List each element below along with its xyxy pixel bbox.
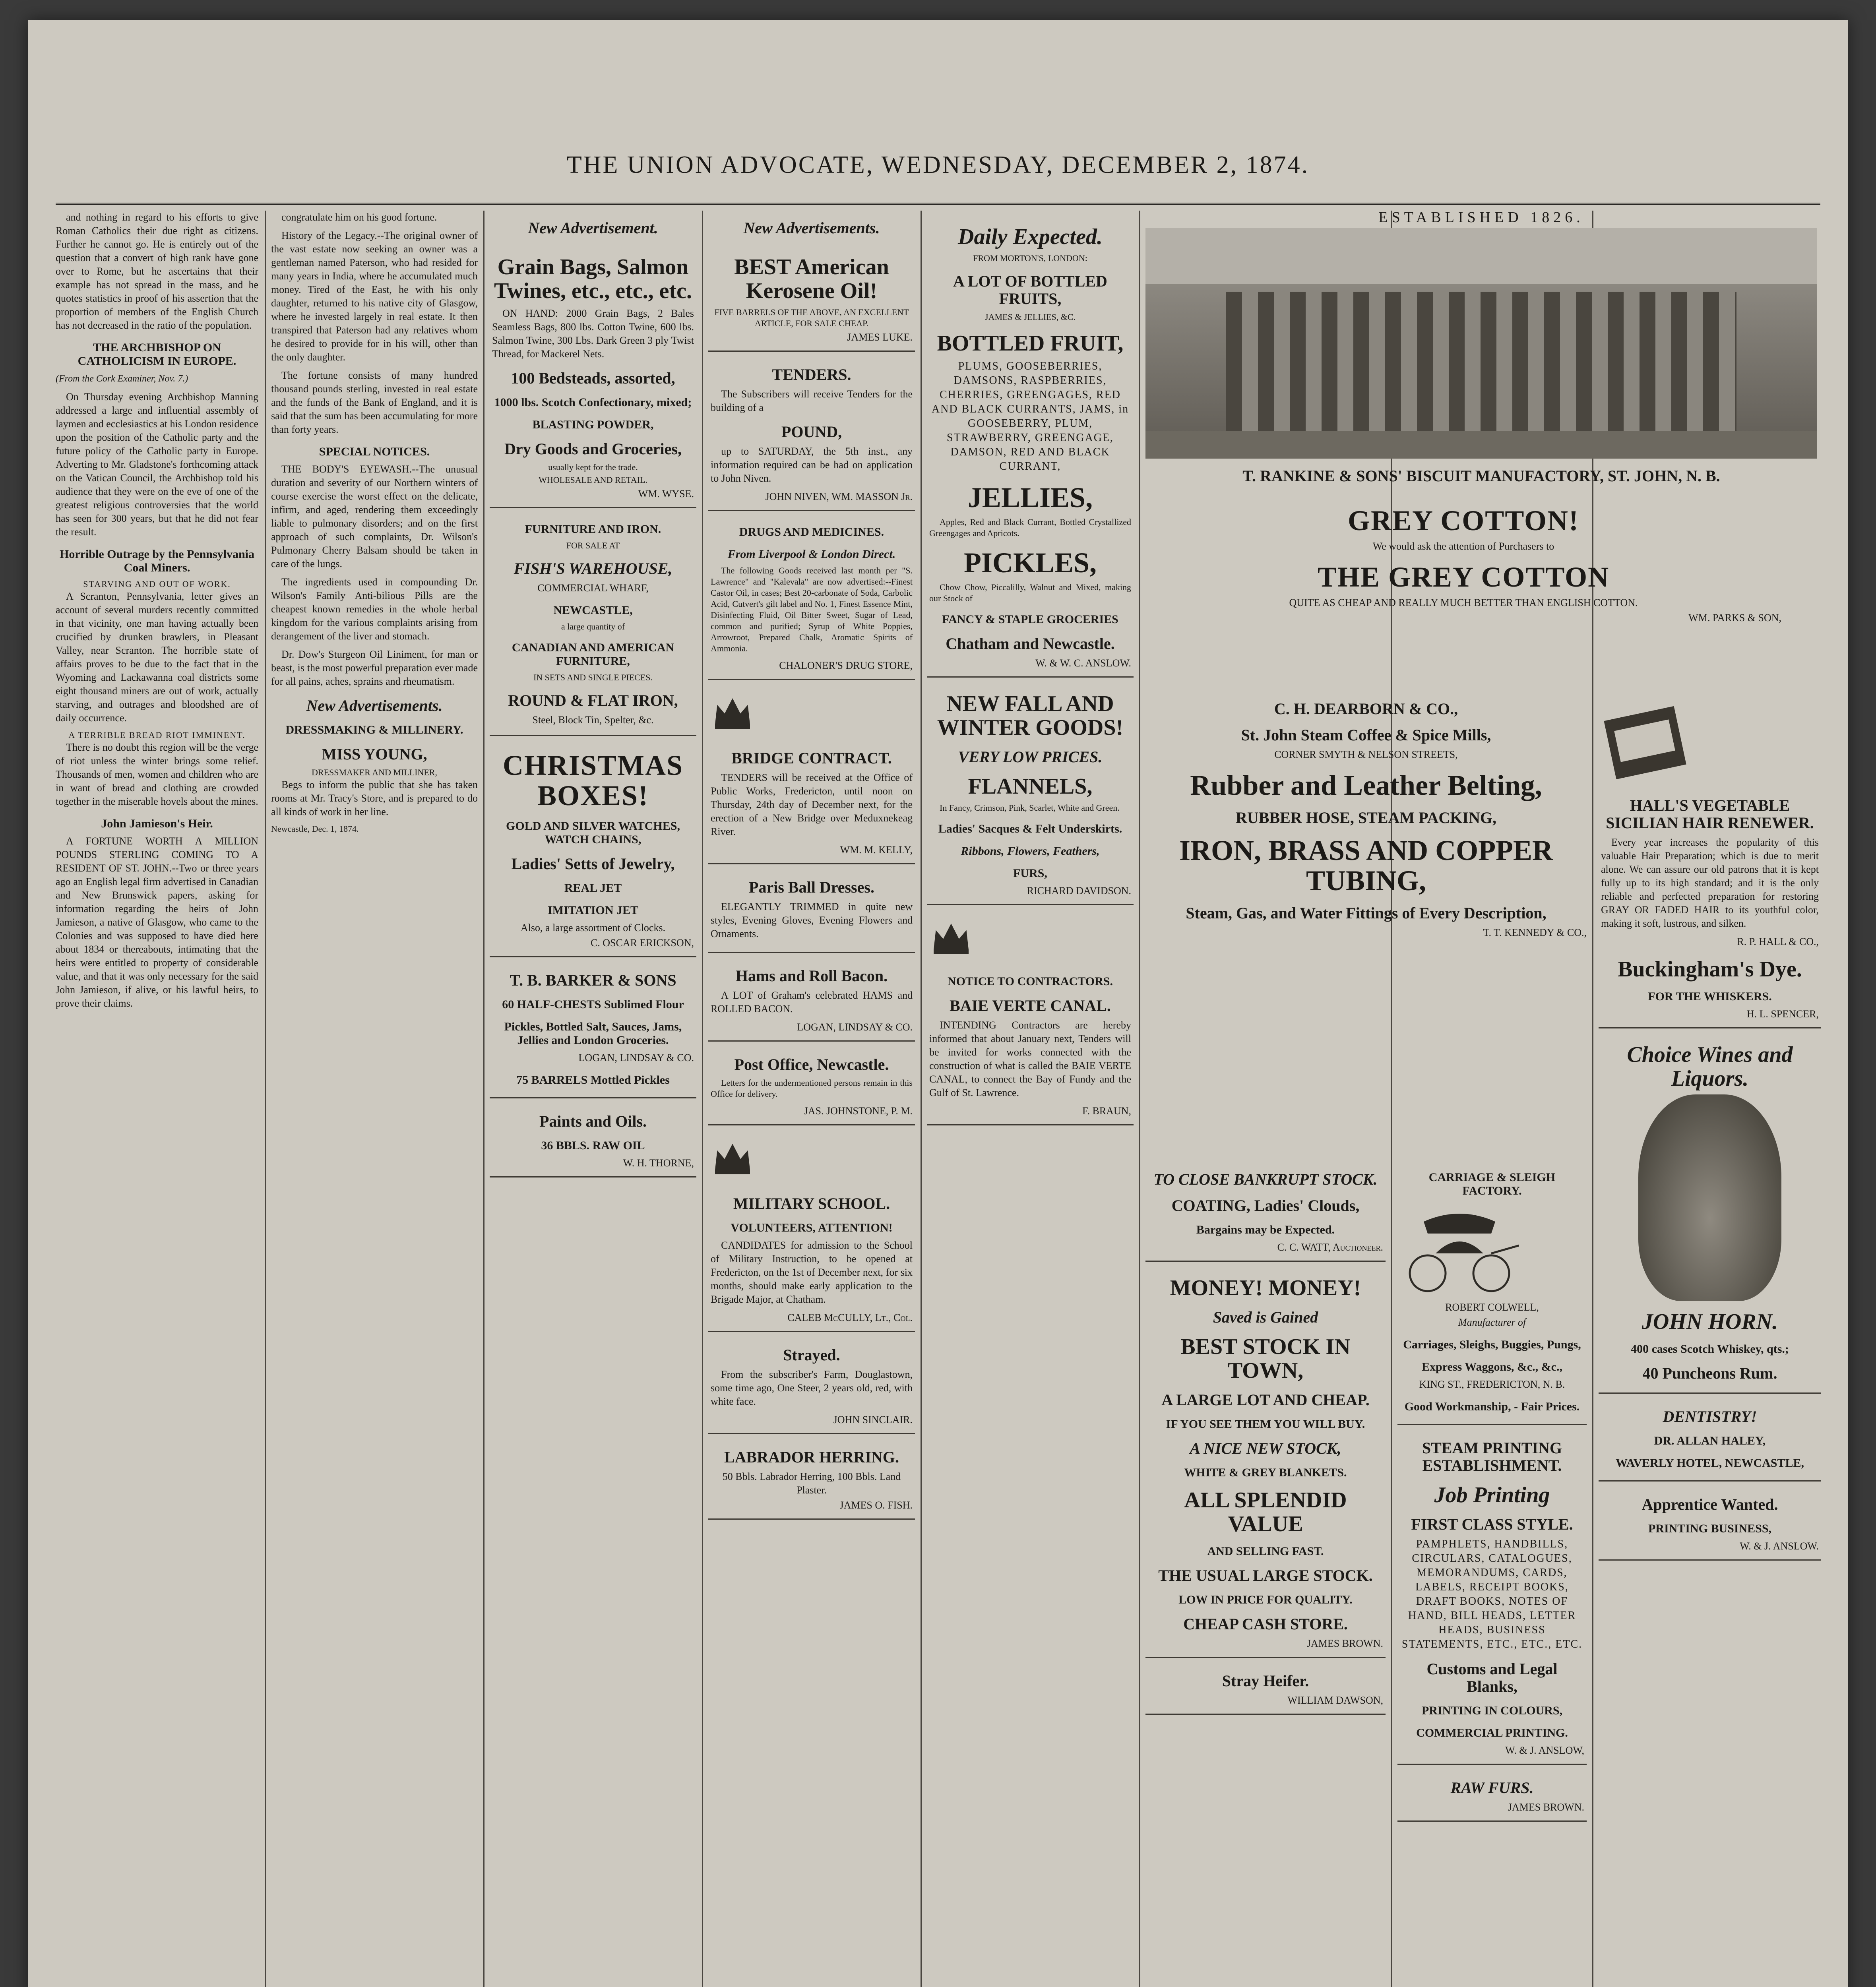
ad-heading: POUND,	[781, 423, 842, 441]
ad-heading: Daily Expected.	[958, 225, 1103, 249]
ad-heading: Grain Bags, Salmon Twines, etc., etc., etc.	[494, 255, 692, 303]
ad-dearborn-kennedy	[1145, 691, 1587, 1148]
ad-herring	[708, 1434, 915, 1520]
ad-line: a large quantity of	[561, 622, 625, 631]
engraving-sky	[1145, 228, 1817, 284]
ad-signature: T. T. KENNEDY & CO.,	[1483, 927, 1587, 938]
ad-hams	[708, 953, 915, 1042]
article-heading: John Jamieson's Heir.	[101, 817, 213, 830]
ad-strayed	[708, 1332, 915, 1434]
ad-heading: THE USUAL LARGE STOCK.	[1158, 1567, 1373, 1584]
ad-heading: Paris Ball Dresses.	[749, 878, 874, 896]
ad-barker	[490, 957, 696, 1098]
ad-heading: HALL'S VEGETABLE SICILIAN HAIR RENEWER.	[1606, 796, 1814, 832]
ad-heading: Job Printing	[1434, 1483, 1550, 1507]
ad-heading: A LOT OF BOTTLED FRUITS,	[953, 272, 1107, 308]
ad-heading: BAIE VERTE CANAL.	[950, 997, 1111, 1015]
article-subheading: A TERRIBLE BREAD RIOT IMMINENT.	[68, 730, 246, 740]
ad-heading: IRON, BRASS AND COPPER TUBING,	[1179, 835, 1553, 897]
ad-heading: GOLD AND SILVER WATCHES, WATCH CHAINS,	[506, 819, 680, 846]
column-rule	[265, 211, 266, 1987]
ad-paris-dresses	[708, 864, 915, 953]
masthead: THE UNION ADVOCATE, WEDNESDAY, DECEMBER 2, 1874.	[566, 151, 1310, 178]
ad-heading: IMITATION JET	[547, 904, 639, 917]
ad-heading: Customs and Legal Blanks,	[1426, 1660, 1558, 1695]
ad-heading: IF YOU SEE THEM YOU WILL BUY.	[1166, 1418, 1365, 1431]
ad-heading: LOW IN PRICE FOR QUALITY.	[1178, 1593, 1353, 1606]
ad-money	[1145, 1262, 1386, 1658]
ad-line: FROM MORTON'S, LONDON:	[973, 253, 1087, 263]
ad-heading: Stray Heifer.	[1222, 1672, 1309, 1690]
ad-heading: Express Waggons, &c., &c.,	[1422, 1360, 1562, 1373]
ad-heading: FLANNELS,	[968, 774, 1093, 799]
ad-heading: Pickles, Bottled Salt, Sauces, Jams, Jellies and London Groceries.	[504, 1020, 682, 1047]
ad-heading: FOR THE WHISKERS.	[1648, 990, 1772, 1003]
ad-stray-heifer	[1145, 1658, 1386, 1715]
ad-heading: BLASTING POWDER,	[532, 418, 654, 431]
section-heading: New Advertisements.	[306, 697, 443, 715]
ad-heading: Bargains may be Expected.	[1196, 1223, 1335, 1236]
ad-heading: NEW FALL AND WINTER GOODS!	[937, 691, 1124, 740]
ad-heading: DRUGS AND MEDICINES.	[739, 525, 884, 538]
ad-wines	[1599, 1028, 1821, 1394]
ad-heading: COMMERCIAL PRINTING.	[1416, 1726, 1568, 1739]
article-text: A FORTUNE WORTH A MILLION POUNDS STERLING COMING TO A RESIDENT OF ST. JOHN.--Two or three years ago an English legal firm advertised in Canadian and New Brunswick papers, asking for information regarding the heirs of John Jamieson, a native of Glasgow, who came to the Colonies and was supposed to have died here about 1834 or thereabouts, intimating that the heirs were entitled to property of considerable value, and that it was only necessary for the said John Jamieson, if alive, or his lawful heirs, to prove their claims.	[56, 835, 258, 1009]
ad-heading: FANCY & STAPLE GROCERIES	[942, 613, 1118, 626]
ad-signature: W. & J. ANSLOW,	[1505, 1745, 1584, 1756]
ad-signature: W. & W. C. ANSLOW.	[1035, 657, 1131, 669]
column-1	[56, 211, 258, 1987]
ad-heading: 75 BARRELS Mottled Pickles	[516, 1073, 670, 1086]
ad-heading: TO CLOSE BANKRUPT STOCK.	[1153, 1170, 1378, 1188]
ad-heading: FURS,	[1013, 867, 1047, 880]
ad-heading: BOTTLED FRUIT,	[937, 331, 1124, 356]
ad-text: From the subscriber's Farm, Douglastown, some time ago, One Steer, 2 years old, red, with white face.	[711, 1369, 913, 1407]
article-subheading: STARVING AND OUT OF WORK.	[83, 579, 231, 589]
ad-kerosene	[708, 241, 915, 352]
crown-icon	[929, 915, 973, 959]
ad-text: A LOT of Graham's celebrated HAMS and ROLLED BACON.	[711, 990, 913, 1015]
ad-line: KING ST., FREDERICTON, N. B.	[1419, 1379, 1565, 1390]
ad-christmas	[490, 736, 696, 957]
ad-heading: JOHN HORN.	[1642, 1309, 1778, 1334]
ad-signature: H. L. SPENCER,	[1746, 1008, 1819, 1020]
fruit-list: PLUMS, GOOSEBERRIES, DAMSONS, RASPBERRIES, CHERRIES, GREENGAGES, RED AND BLACK CURRANTS, JAMS, in GOOSEBERRY, PLUM, STRAWBERRY, GREENGAGE, DAMSON, RED AND BLACK CURRANT,	[931, 360, 1129, 473]
ad-line: QUITE AS CHEAP AND REALLY MUCH BETTER THAN ENGLISH COTTON.	[1289, 597, 1638, 608]
ad-heading: FURNITURE AND IRON.	[525, 523, 661, 536]
ad-heading: MILITARY SCHOOL.	[733, 1195, 890, 1212]
ad-line: JAMES & JELLIES, &C.	[985, 312, 1076, 322]
ad-subheading: DRESSMAKER AND MILLINER,	[312, 767, 437, 777]
article-heading: Horrible Outrage by the Pennsylvania Coal Miners.	[60, 548, 254, 574]
ad-signature: CALEB McCULLY, Lt., Col.	[787, 1312, 913, 1323]
column-7	[1397, 1156, 1587, 1987]
ad-line: Steel, Block Tin, Spelter, &c.	[532, 714, 654, 726]
ad-line: We would ask the attention of Purchasers to	[1372, 540, 1554, 552]
ad-grain-bags	[490, 241, 696, 508]
ad-heading: DR. ALLAN HALEY,	[1654, 1434, 1766, 1447]
ad-apprentice	[1599, 1482, 1821, 1561]
ad-signature: WM. PARKS & SON,	[1688, 612, 1781, 624]
ad-heading: 40 Puncheons Rum.	[1642, 1364, 1777, 1382]
ad-line: Manufacturer of	[1458, 1317, 1526, 1328]
ad-heading: MONEY! MONEY!	[1170, 1276, 1361, 1300]
ad-heading: DRESSMAKING & MILLINERY.	[285, 723, 463, 736]
ad-signature: WILLIAM DAWSON,	[1287, 1695, 1383, 1706]
ad-line: WHOLESALE AND RETAIL.	[539, 475, 647, 485]
ad-line: Also, a large assortment of Clocks.	[520, 922, 666, 933]
ad-heading: NEWCASTLE,	[553, 604, 633, 617]
ad-drugs	[708, 511, 915, 680]
ad-printing	[1397, 1425, 1587, 1765]
ad-heading: 36 BBLS. RAW OIL	[541, 1139, 645, 1152]
ad-heading: TENDERS.	[772, 366, 851, 383]
ad-raw-furs	[1397, 1765, 1587, 1822]
column-3	[490, 211, 696, 1987]
ad-heading: Steam, Gas, and Water Fittings of Every Description,	[1186, 904, 1547, 922]
ad-line: 50 Bbls. Labrador Herring, 100 Bbls. Land Plaster.	[722, 1471, 901, 1496]
column-6	[1145, 1156, 1386, 1987]
ad-date: Newcastle, Dec. 1, 1874.	[271, 824, 359, 834]
ad-heading: Chatham and Newcastle.	[946, 635, 1115, 653]
ad-furniture	[490, 508, 696, 736]
ad-heading: 1000 lbs. Scotch Confectionary, mixed;	[494, 396, 692, 409]
ad-heading: C. H. DEARBORN & CO.,	[1274, 700, 1458, 718]
ad-heading: Post Office, Newcastle.	[734, 1055, 889, 1073]
crown-icon	[711, 689, 754, 733]
printing-list: PAMPHLETS, HANDBILLS, CIRCULARS, CATALOGUES, MEMORANDUMS, CARDS, LABELS, RECEIPT BOOKS, DRAFT BOOKS, NOTES OF HAND, BILL HEADS, LETTER HEADS, BUSINESS STATEMENTS, ETC., ETC., ETC.	[1401, 1538, 1583, 1650]
ad-text: CANDIDATES for admission to the School of Military Instruction, to be opened at Fredericton, on the 1st of December next, for six months, should make early application to the Brigade Major, at Chatham.	[711, 1239, 913, 1305]
ad-text: TENDERS will be received at the Office of Public Works, Fredericton, until noon on Thursday, 24th day of December next, for the erection of a New Bridge over Meduxnekeag River.	[711, 772, 913, 837]
factory-engraving	[1145, 228, 1817, 459]
ad-heading: WHITE & GREY BLANKETS.	[1184, 1466, 1347, 1479]
ad-heading: BEST American Kerosene Oil!	[734, 255, 889, 303]
masthead-rule	[56, 203, 1820, 205]
ad-heading: BEST STOCK IN TOWN,	[1180, 1334, 1351, 1383]
ad-signature: LOGAN, LINDSAY & CO.	[797, 1021, 913, 1033]
factory-building-image	[1226, 292, 1736, 431]
ad-tenders	[708, 352, 915, 511]
newspaper-page	[28, 20, 1848, 1987]
ad-text: Every year increases the popularity of this valuable Hair Preparation; which is due to merit alone. We can assure our old patrons that it is kept fully up to its high standard; and it is the only reliable and perfected preparation for restoring GRAY OR FADED HAIR to its youthful color, making it soft, lustrous, and silken.	[1601, 837, 1819, 929]
ad-heading: BRIDGE CONTRACT.	[731, 749, 892, 767]
ad-signature: C. C. WATT, Auctioneer.	[1277, 1241, 1383, 1253]
ad-heading: 60 HALF-CHESTS Sublimed Flour	[502, 998, 684, 1011]
section-heading: New Advertisement.	[528, 219, 658, 237]
decanter-image	[1638, 1094, 1781, 1301]
ad-heading: PICKLES,	[963, 547, 1097, 579]
ad-heading: ALL SPLENDID VALUE	[1184, 1488, 1347, 1536]
ad-heading: T. B. BARKER & SONS	[510, 971, 676, 989]
ad-signature: JAMES BROWN.	[1508, 1801, 1584, 1813]
ad-heading: Ladies' Sacques & Felt Underskirts.	[938, 822, 1122, 835]
article-text: Dr. Dow's Sturgeon Oil Liniment, for man or beast, is the most powerful preparation ever made for all pains, aches, sprains and rheumatism.	[271, 649, 478, 687]
bottle-icon	[1601, 701, 1688, 780]
ad-heading: PRINTING BUSINESS,	[1648, 1522, 1772, 1535]
ad-heading: Buckingham's Dye.	[1618, 957, 1802, 982]
ad-heading: A LARGE LOT AND CHEAP.	[1161, 1391, 1370, 1409]
ad-text: Begs to inform the public that she has taken rooms at Mr. Tracy's Store, and is prepared to do all kinds of work in her line.	[271, 779, 478, 817]
ad-signature: JAMES O. FISH.	[839, 1499, 913, 1511]
ad-signature: F. BRAUN,	[1082, 1105, 1131, 1117]
ad-heading: CHRISTMAS BOXES!	[502, 749, 684, 811]
ad-heading: Apprentice Wanted.	[1642, 1495, 1778, 1513]
ad-signature: C. OSCAR ERICKSON,	[590, 937, 694, 949]
ad-heading: 100 Bedsteads, assorted,	[511, 369, 675, 387]
ad-signature: RICHARD DAVIDSON.	[1027, 885, 1131, 897]
ad-bottled-fruits	[927, 211, 1134, 678]
column-rule	[1139, 211, 1140, 1987]
ad-canal	[927, 905, 1134, 1125]
ad-heading: FIRST CLASS STYLE.	[1411, 1515, 1573, 1533]
ad-signature: JAMES BROWN.	[1306, 1638, 1383, 1649]
ad-winter-goods	[927, 678, 1134, 905]
ad-line: IN SETS AND SINGLE PIECES.	[533, 672, 653, 682]
ad-heading: LABRADOR HERRING.	[724, 1448, 899, 1466]
ad-heading: A NICE NEW STOCK,	[1190, 1439, 1341, 1457]
article-text: congratulate him on his good fortune.	[281, 211, 437, 223]
column-2	[271, 211, 478, 1987]
factory-caption: T. RANKINE & SONS' BISCUIT MANUFACTORY, ST. JOHN, N. B.	[1242, 467, 1720, 485]
ad-bankrupt	[1145, 1156, 1386, 1262]
ad-heading: REAL JET	[564, 881, 622, 895]
ad-heading: NOTICE TO CONTRACTORS.	[948, 975, 1113, 988]
ad-heading: Rubber and Leather Belting,	[1190, 769, 1542, 801]
ad-signature: JAS. JOHNSTONE, P. M.	[804, 1105, 913, 1117]
ad-military-school	[708, 1125, 915, 1332]
crown-icon	[711, 1135, 754, 1179]
ad-hair-renewer	[1599, 691, 1821, 1028]
ad-heading: CHEAP CASH STORE.	[1183, 1615, 1348, 1633]
ad-grey-cotton	[1145, 497, 1781, 684]
ad-heading: PRINTING IN COLOURS,	[1421, 1704, 1563, 1717]
ad-text: The Subscribers will receive Tenders for the building of a	[711, 388, 913, 413]
ad-heading: Ribbons, Flowers, Feathers,	[961, 844, 1100, 858]
ad-heading: CANADIAN AND AMERICAN FURNITURE,	[512, 641, 674, 668]
ad-heading: DENTISTRY!	[1663, 1408, 1757, 1425]
article-text: The ingredients used in compounding Dr. Wilson's Family Anti-bilious Pills are the cheapest known remedies in the whole herbal kingdom for the various complaints arising from derangement of the liver and stomach.	[271, 576, 478, 642]
ad-line: FIVE BARRELS OF THE ABOVE, AN EXCELLENT ARTICLE, FOR SALE CHEAP.	[714, 307, 909, 328]
ad-heading: Saved is Gained	[1213, 1308, 1318, 1326]
ad-heading: 400 cases Scotch Whiskey, qts.;	[1631, 1342, 1789, 1356]
ad-heading: Good Workmanship, - Fair Prices.	[1404, 1400, 1580, 1413]
ad-text: Chow Chow, Piccalilly, Walnut and Mixed, making our Stock of	[929, 582, 1131, 603]
ad-signature: ROBERT COLWELL,	[1445, 1301, 1539, 1313]
ad-heading: CARRIAGE & SLEIGH FACTORY.	[1428, 1171, 1556, 1197]
article-text: On Thursday evening Archbishop Manning addressed a large and influential assembly of laymen and ecclesiastics at his London residence upon the position of the Catholic party and the future policy of the Catholic party in Europe. Adverting to Mr. Gladstone's forthcoming attack on the Vatican Council, the Archbishop told his audience that they were on the eve of one of the greatest religious controversies that the world has seen for 300 years, but that he did not fear the result.	[56, 391, 258, 538]
ad-signature: JOHN NIVEN, WM. MASSON Jr.	[765, 491, 913, 502]
ad-signature: WM. WYSE.	[638, 488, 694, 500]
column-rule	[702, 211, 703, 1987]
article-text: The fortune consists of many hundred thousand pounds sterling, invested in real estate and the funds of the Bank of England, and it is said that the sum has been accumulating for more than forty years.	[271, 370, 478, 435]
ad-heading: COATING, Ladies' Clouds,	[1171, 1197, 1360, 1214]
column-rule	[483, 211, 485, 1987]
ad-text: INTENDING Contractors are hereby informed that about January next, Tenders will be invited for works connected with the construction of what is called the BAIE VERTE CANAL, to connect the Bay of Fundy and the Gulf of St. Lawrence.	[929, 1019, 1131, 1098]
ad-signature: W. & J. ANSLOW.	[1740, 1540, 1819, 1552]
article-text: A Scranton, Pennsylvania, letter gives an account of several murders recently committed in that vicinity, one man having actually been crucified by drunken brawlers, in Pleasant Valley, near Scranton. The horrible state of affairs proves to be due to the fact that in the Wyoming and Lackawanna coal districts some eight thousand miners are out of work, actually starving, and outrages and bloodshed are of daily occurrence.	[56, 591, 258, 724]
engraving-street	[1145, 431, 1817, 459]
ad-signature: W. H. THORNE,	[623, 1157, 694, 1169]
ad-heading: From Liverpool & London Direct.	[727, 548, 896, 561]
established-line: ESTABLISHED 1826.	[1378, 211, 1584, 226]
ad-heading: Choice Wines and Liquors.	[1627, 1042, 1793, 1091]
ad-dentistry	[1599, 1394, 1821, 1482]
ad-heading: RAW FURS.	[1450, 1779, 1534, 1797]
column-rule	[921, 211, 922, 1987]
ad-heading: Strayed.	[783, 1346, 840, 1364]
ad-text: Apples, Red and Black Currant, Bottled Crystallized Greengages and Apricots.	[929, 517, 1131, 538]
ad-heading: Ladies' Setts of Jewelry,	[511, 855, 675, 873]
article-text: THE BODY'S EYEWASH.--The unusual duration and severity of our Northern winters of course exercise the worst effect on the delicate, infirm, and aged, rendering them exceedingly liable to pulmonary disorders; and on the first approach of such complaints, Dr. Wilson's Pulmonary Cherry Balsam should be taken in care of the lungs.	[271, 463, 478, 569]
ad-bridge	[708, 680, 915, 864]
ad-line: COMMERCIAL WHARF,	[537, 582, 649, 594]
ad-line: usually kept for the trade.	[548, 462, 638, 472]
ad-text: up to SATURDAY, the 5th inst., any information required can be had on application to John Niven.	[711, 445, 913, 484]
ad-heading: Paints and Oils.	[539, 1112, 647, 1130]
ad-line: FOR SALE AT	[566, 540, 620, 550]
post-office-list	[708, 1042, 915, 1125]
ad-text: The following Goods received last month per "S. Lawrence" and "Kalevala" are now advertised:--Finest Castor Oil, in cases; Best 20-carbonate of Soda, Carbolic Acid, Cutvert's gilt label and No. 1, Finest Essence Mint, Disinfecting Fluid, Oil Bitter Sweet, Sugar of Lead, common and purified; Syrup of White Poppies, Arrowroot, Prepared Chalk, Aromatic Spirits of Ammonia.	[711, 566, 913, 653]
carriage-icon	[1400, 1206, 1519, 1293]
ad-signature: WM. M. KELLY,	[840, 844, 913, 856]
ad-heading: Carriages, Sleighs, Buggies, Pungs,	[1403, 1338, 1581, 1351]
ad-heading: JELLIES,	[967, 482, 1093, 513]
ad-signature: JOHN SINCLAIR.	[833, 1414, 913, 1425]
ad-paints	[490, 1098, 696, 1177]
ad-heading: FISH'S WAREHOUSE,	[514, 560, 672, 577]
ad-heading: Dry Goods and Groceries,	[504, 440, 682, 458]
ad-heading: St. John Steam Coffee & Spice Mills,	[1241, 726, 1491, 744]
ad-signature: LOGAN, LINDSAY & CO.	[578, 1052, 694, 1063]
ad-line: CORNER SMYTH & NELSON STREETS,	[1274, 749, 1458, 760]
column-5	[927, 211, 1134, 1987]
ad-signature: JAMES LUKE.	[847, 331, 913, 343]
ad-heading: AND SELLING FAST.	[1207, 1545, 1324, 1558]
ad-heading: STEAM PRINTING ESTABLISHMENT.	[1422, 1439, 1562, 1474]
ad-text: ELEGANTLY TRIMMED in quite new styles, Evening Gloves, Evening Flowers and Ornaments.	[711, 901, 913, 939]
ad-signature: CHALONER'S DRUG STORE,	[779, 660, 913, 671]
section-heading: SPECIAL NOTICES.	[319, 445, 430, 458]
section-heading: New Advertisements.	[743, 219, 880, 237]
ad-heading: GREY COTTON!	[1347, 505, 1579, 536]
ad-heading: VERY LOW PRICES.	[958, 748, 1103, 766]
engraving-block	[1145, 211, 1817, 489]
column-4	[708, 211, 915, 1987]
ad-carriage-factory	[1397, 1156, 1587, 1425]
ad-text: In Fancy, Crimson, Pink, Scarlet, White and Green.	[940, 803, 1120, 813]
article-text: History of the Legacy.--The original owner of the vast estate now seeking an owner was a gentleman named Paterson, who had resided for many years in India, where he accumulated much money. Tired of the East, he with his only daughter, returned to his native city of Glasgow, where he invested largely in real estate. It then transpired that Paterson had any relatives whom he desired to provide for in his will, other than the only daughter.	[271, 230, 478, 363]
ad-text: Letters for the undermentioned persons remain in this Office for delivery.	[711, 1078, 913, 1099]
ad-heading: WAVERLY HOTEL, NEWCASTLE,	[1615, 1456, 1804, 1470]
article-heading: THE ARCHBISHOP ON CATHOLICISM IN EUROPE.	[78, 341, 236, 368]
column-8	[1599, 691, 1821, 1987]
ad-heading: RUBBER HOSE, STEAM PACKING,	[1235, 809, 1496, 827]
article-text: and nothing in regard to his efforts to give Roman Catholics their due right as citizens. Further he cannot go. He is entirely out of the question that a convert of high rank have gone over to Rome, but he ascertains that their example has not spread in the mass, and he quotes statistics in proof of his assertion that the proportion of members of the English Church has not decreased in the ratio of the population.	[56, 211, 258, 331]
ad-signature: R. P. HALL & CO.,	[1737, 936, 1819, 947]
ad-heading: VOLUNTEERS, ATTENTION!	[731, 1221, 893, 1234]
article-source: (From the Cork Examiner, Nov. 7.)	[56, 374, 188, 384]
ad-text: ON HAND: 2000 Grain Bags, 2 Bales Seamless Bags, 800 lbs. Cotton Twine, 600 lbs. Salmon Twine, 300 Lbs. Dark Green 3 ply Twist Thread, for Mackerel Nets.	[492, 308, 694, 360]
ad-heading: MISS YOUNG,	[322, 745, 427, 763]
ad-heading: Hams and Roll Bacon.	[735, 967, 888, 985]
article-text: There is no doubt this region will be the verge of riot unless the winter brings some relief. Thousands of men, women and children who are in want of bread and clothing are crowded together in the miserable hovels about the mines.	[56, 742, 258, 807]
ad-heading: THE GREY COTTON	[1317, 561, 1610, 593]
ad-heading: ROUND & FLAT IRON,	[508, 691, 678, 709]
